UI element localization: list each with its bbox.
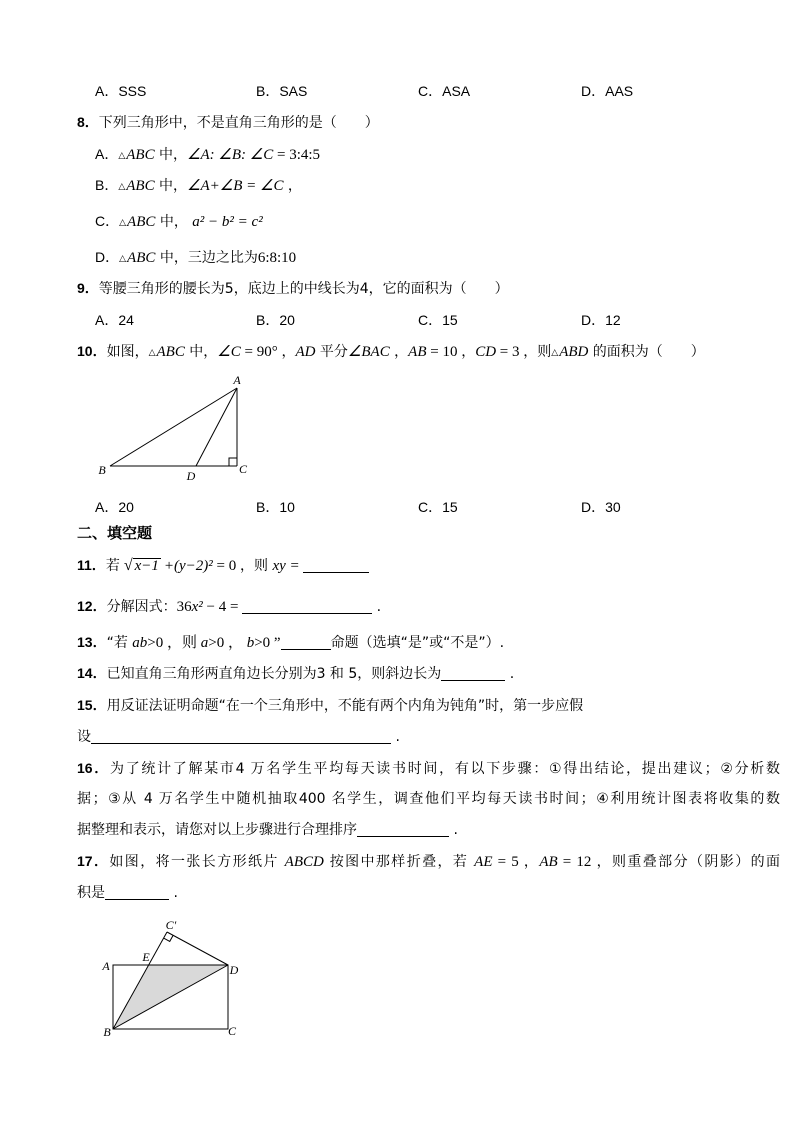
option-text-tail: ， <box>283 178 302 194</box>
vertex-label-b: B <box>103 1025 111 1039</box>
math-expression: +(y−2)² <box>163 558 213 574</box>
stem-text: 分解因式： <box>106 599 177 615</box>
stem-text: 若 <box>105 558 120 574</box>
question-16-line-2 <box>77 789 780 809</box>
option-label: D． <box>581 312 606 328</box>
variable: ab <box>132 635 148 651</box>
segment-c-prime-d <box>167 932 228 965</box>
vertex-label-c: C <box>238 462 248 476</box>
question-15 <box>77 695 583 715</box>
stem-end: . <box>169 885 178 901</box>
vertex-label-d: D <box>186 469 196 483</box>
option-text: 12 <box>605 312 621 328</box>
stem-text: ，则 <box>523 344 552 360</box>
question-16-line-3 <box>77 820 458 840</box>
option-label: A． <box>95 499 119 515</box>
option-label: C． <box>95 213 120 229</box>
figure-q17-folded-rectangle <box>95 912 245 1042</box>
question-8 <box>77 112 379 132</box>
stem-text: 按图中那样折叠，若 <box>323 854 475 870</box>
math-expression: = 0 <box>212 558 240 574</box>
segment-value: = 10 <box>426 344 462 360</box>
angle-name: ∠BAC <box>347 344 390 360</box>
stem-text: ， <box>281 344 296 360</box>
answer-blank <box>303 558 369 573</box>
option-text: 20 <box>118 499 134 515</box>
math-expression: ∠A: ∠B: ∠C <box>187 147 274 163</box>
math-expression: >0 ，则 <box>147 635 201 651</box>
option-text: SAS <box>279 83 308 99</box>
stem-text: “若 <box>106 635 133 651</box>
option-text: 30 <box>605 499 621 515</box>
vertex-label-a: A <box>102 959 110 973</box>
question-stem: 据整理和表示，请您对以上步骤进行合理排序 <box>77 822 357 838</box>
q8-option-a <box>95 144 320 164</box>
question-15-line-2 <box>77 727 400 747</box>
prev-option-d <box>581 81 633 101</box>
q10-option-a <box>95 497 134 517</box>
question-number: 17． <box>77 853 110 869</box>
option-text: 中，三边之比为 <box>155 250 258 266</box>
stem-text: 如图，将一张长方形纸片 <box>109 854 285 870</box>
stem-end: . <box>505 666 515 682</box>
question-number: 8． <box>77 114 99 130</box>
point-label-e: E <box>142 950 150 964</box>
option-text: 中， <box>154 178 188 194</box>
math-expression: xy = <box>272 558 304 574</box>
section-title: 二、填空题 <box>77 524 153 542</box>
answer-blank <box>357 822 449 837</box>
variable: a <box>200 635 209 651</box>
variable: x² <box>191 599 203 615</box>
vertex-label-c-prime: C′ <box>165 918 177 932</box>
math-expression: ∠A+∠B = ∠C <box>187 178 284 194</box>
q9-option-d <box>581 310 621 330</box>
q10-option-d <box>581 497 621 517</box>
question-number: 13． <box>77 634 107 650</box>
prev-option-a <box>95 81 146 101</box>
option-text: 24 <box>118 312 134 328</box>
stem-text: 平分 <box>315 344 348 360</box>
rectangle-name: ABCD <box>284 854 324 870</box>
question-17 <box>77 851 780 871</box>
option-text: 中， <box>154 147 188 163</box>
triangle-symbol: △ <box>118 151 126 161</box>
triangle-name: ABC <box>127 250 156 266</box>
triangle-symbol: △ <box>148 348 156 358</box>
question-number: 10． <box>77 343 107 359</box>
question-number: 11． <box>77 557 106 573</box>
math-expression: >0 ， <box>208 635 247 651</box>
segment-name: AE <box>474 854 493 870</box>
triangle-name: ABC <box>126 178 155 194</box>
prev-option-b <box>256 81 307 101</box>
option-text: 15 <box>442 312 458 328</box>
triangle-symbol: △ <box>119 218 127 228</box>
variable: b <box>246 635 255 651</box>
vertex-label-c: C <box>227 1024 237 1038</box>
question-10 <box>77 341 705 361</box>
math-expression: >0 ” <box>254 635 281 651</box>
question-stem: 积是 <box>77 885 105 901</box>
option-label: D． <box>581 499 606 515</box>
segment-name: AB <box>539 854 558 870</box>
option-text: 15 <box>442 499 458 515</box>
q10-option-c <box>418 497 458 517</box>
option-label: C． <box>418 499 443 515</box>
segment-ad <box>196 388 237 466</box>
prev-option-c <box>418 81 470 101</box>
triangle-symbol: △ <box>119 254 127 264</box>
stem-text: 如图， <box>106 344 149 360</box>
option-text: 20 <box>279 312 295 328</box>
triangle-symbol: △ <box>118 182 126 192</box>
option-label: D． <box>95 249 120 265</box>
stem-end: . <box>449 822 458 838</box>
triangle-name: ABC <box>126 147 155 163</box>
q8-option-d <box>95 247 296 267</box>
option-text: SSS <box>118 83 147 99</box>
answer-blank <box>105 885 169 900</box>
stem-text: 命题（选填“是”或“不是”）. <box>330 635 505 651</box>
question-number: 16． <box>77 760 110 776</box>
question-number: 9． <box>77 280 99 296</box>
option-label: B． <box>256 83 280 99</box>
math-expression: − 4 = <box>202 599 243 615</box>
math-expression-tail: = 3:4:5 <box>273 147 321 163</box>
option-label: B． <box>95 177 119 193</box>
question-stem: 用反证法证明命题“在一个三角形中，不能有两个内角为钝角”时，第一步应假 <box>106 698 584 714</box>
stem-end: . <box>391 729 400 745</box>
q9-option-a <box>95 310 134 330</box>
option-label: B． <box>256 499 280 515</box>
segment-name: AD <box>295 344 316 360</box>
stem-text: 的面积为（ ） <box>588 344 705 360</box>
option-label: C． <box>418 83 443 99</box>
option-text: 中， <box>155 214 193 230</box>
stem-text: 中， <box>184 344 218 360</box>
option-text: AAS <box>605 83 634 99</box>
segment-value: = 5 <box>492 854 524 870</box>
math-expression: a² − b² = c² <box>192 214 263 230</box>
question-stem: 为了统计了解某市4 万名学生平均每天读书时间，有以下步骤：①得出结论，提出建议；②分析数 <box>109 761 780 777</box>
right-angle-mark <box>229 458 237 466</box>
answer-blank <box>281 635 331 650</box>
option-label: D． <box>581 83 606 99</box>
triangle-name: ABC <box>127 214 156 230</box>
stem-text: ， <box>389 344 409 360</box>
stem-end: . <box>372 599 382 615</box>
question-13 <box>77 632 504 652</box>
question-number: 14． <box>77 665 107 681</box>
stem-text: ，则重叠部分（阴影）的面 <box>596 854 781 870</box>
vertex-label-b: B <box>98 463 106 477</box>
q10-option-b <box>256 497 295 517</box>
triangle-name: ABC <box>156 344 185 360</box>
question-12 <box>77 596 381 616</box>
radicand: x−1 <box>134 558 159 574</box>
question-11 <box>77 555 369 575</box>
segment-value: = 12 <box>557 854 597 870</box>
answer-blank <box>242 599 372 614</box>
triangle-symbol: △ <box>551 348 559 358</box>
angle-value: = 90° <box>240 344 282 360</box>
question-number: 12． <box>77 598 107 614</box>
option-label: A． <box>95 312 119 328</box>
option-text: ASA <box>442 83 471 99</box>
question-number: 15． <box>77 697 107 713</box>
q9-option-c <box>418 310 458 330</box>
coefficient: 36 <box>176 599 192 615</box>
segment-name: CD <box>475 344 497 360</box>
triangle-name: ABD <box>559 344 589 360</box>
option-label: A． <box>95 83 119 99</box>
question-stem: 已知直角三角形两直角边长分别为3 和 5，则斜边长为 <box>106 666 442 682</box>
option-text: 10 <box>279 499 295 515</box>
q8-option-b <box>95 175 302 195</box>
question-stem: 等腰三角形的腰长为5，底边上的中线长为4，它的面积为（ ） <box>98 281 509 297</box>
question-stem: 设 <box>77 729 91 745</box>
answer-blank <box>441 666 505 681</box>
segment-value: = 3 <box>496 344 524 360</box>
segment-ab <box>110 388 237 466</box>
answer-blank <box>91 729 391 744</box>
question-stem: 下列三角形中，不是直角三角形的是（ ） <box>98 115 379 131</box>
question-17-line-2 <box>77 883 178 903</box>
radical-sign: √ <box>123 557 133 574</box>
question-stem: 据；③从 4 万名学生中随机抽取400 名学生，调查他们平均每天读书时间；④利用统计图表将收集的数 <box>77 791 780 807</box>
vertex-label-a: A <box>233 373 241 387</box>
option-label: B． <box>256 312 280 328</box>
q8-option-c <box>95 211 263 231</box>
q9-option-b <box>256 310 295 330</box>
figure-q10-triangle <box>90 368 260 486</box>
question-16 <box>77 758 780 778</box>
option-label: C． <box>418 312 443 328</box>
vertex-label-d: D <box>229 963 239 977</box>
option-label: A． <box>95 146 119 162</box>
angle-name: ∠C <box>217 344 241 360</box>
ratio-value: 6:8:10 <box>257 250 297 266</box>
stem-text: ，则 <box>239 558 273 574</box>
stem-text: ， <box>461 344 476 360</box>
question-9 <box>77 278 509 298</box>
stem-text: ， <box>523 854 540 870</box>
question-14 <box>77 663 514 683</box>
segment-name: AB <box>408 344 427 360</box>
